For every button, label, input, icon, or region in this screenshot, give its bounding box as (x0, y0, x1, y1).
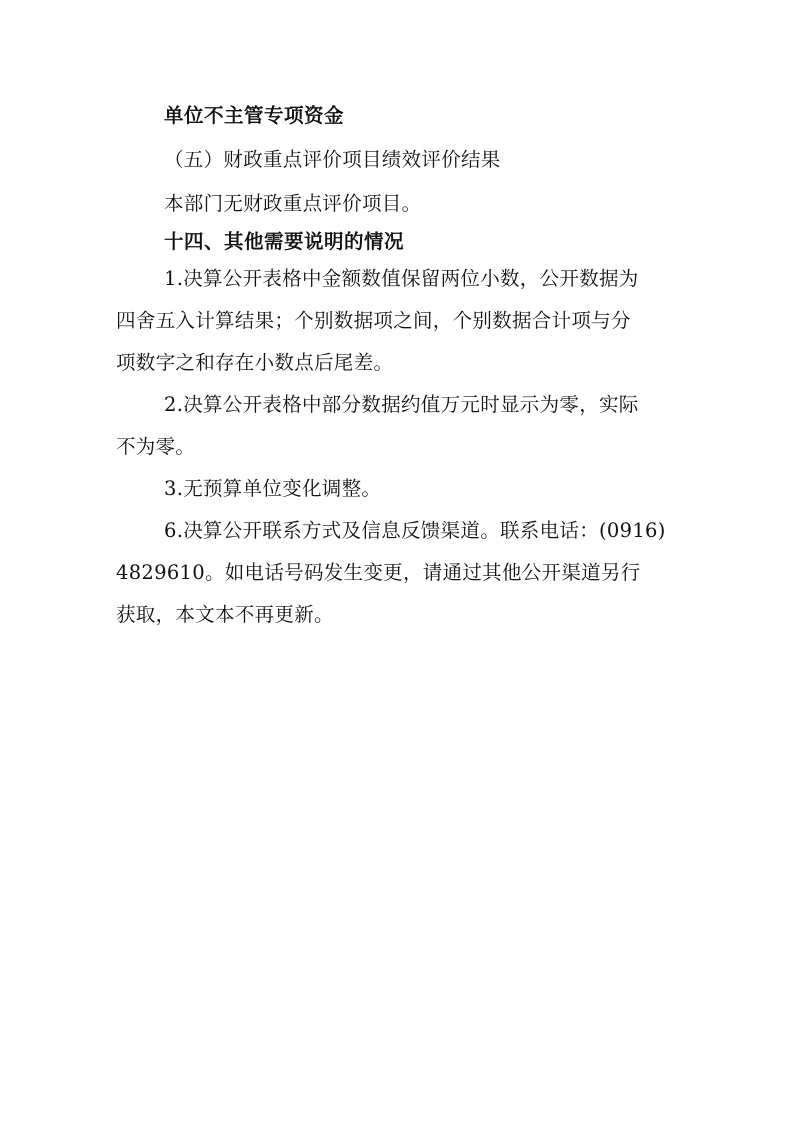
item-6-line-3: 获取，本文本不再更新。 (116, 603, 334, 626)
unit-funds-heading: 单位不主管专项资金 (164, 104, 345, 127)
item-3-line-1: 3.无预算单位变化调整。 (164, 477, 382, 500)
item-6-line-2: 4829610。如电话号码发生变更，请通过其他公开渠道另行 (116, 561, 641, 584)
section-5-title: （五）财政重点评价项目绩效评价结果 (164, 148, 501, 171)
section-5-body: 本部门无财政重点评价项目。 (164, 192, 422, 215)
item-1-line-2: 四舍五入计算结果；个别数据项之间，个别数据合计项与分 (116, 309, 631, 332)
item-6-line-1: 6.决算公开联系方式及信息反馈渠道。联系电话：(0916) (164, 519, 666, 542)
item-2-line-1: 2.决算公开表格中部分数据约值万元时显示为零，实际 (164, 393, 639, 416)
section-14-title: 十四、其他需要说明的情况 (164, 230, 405, 253)
item-2-line-2: 不为零。 (116, 435, 196, 458)
item-1-line-1: 1.决算公开表格中金额数值保留两位小数，公开数据为 (164, 267, 639, 290)
item-1-line-3: 项数字之和存在小数点后尾差。 (116, 351, 394, 374)
